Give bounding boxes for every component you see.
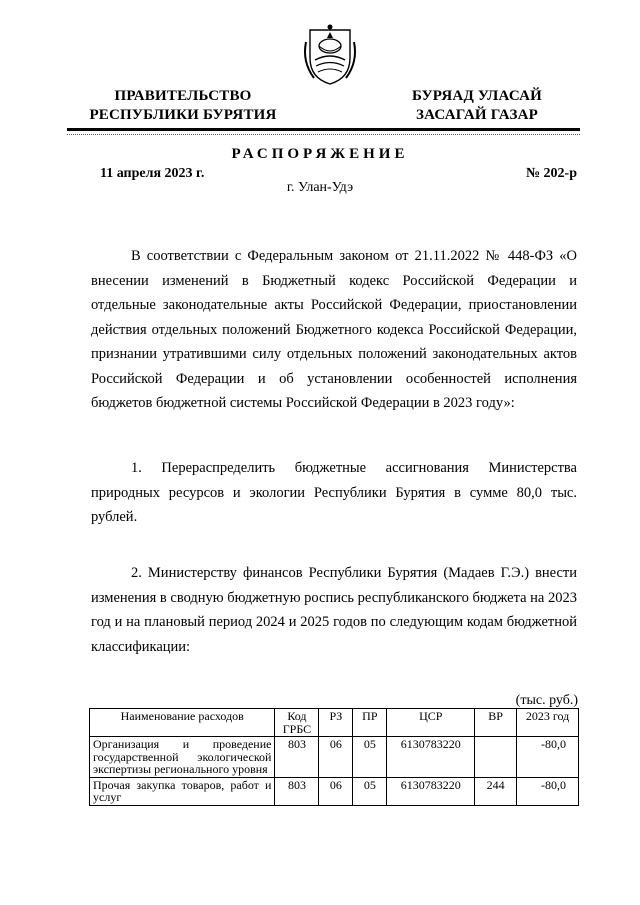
- cell-vr: 244: [475, 777, 517, 805]
- coat-of-arms-icon: [300, 22, 360, 86]
- header-rule: [67, 128, 580, 131]
- cell-name: Прочая закупка товаров, работ и услуг: [90, 777, 275, 805]
- header-dotted-rule: [67, 134, 580, 135]
- col-header-csr: ЦСР: [387, 709, 475, 737]
- document-title: РАСПОРЯЖЕНИЕ: [231, 146, 409, 162]
- col-header-pr: ПР: [353, 709, 387, 737]
- issuer-ru-line2: РЕСПУБЛИКИ БУРЯТИЯ: [89, 107, 277, 123]
- cell-pr: 05: [353, 777, 387, 805]
- issuer-bua-line2: ЗАСАГАЙ ГАЗАР: [416, 107, 538, 123]
- cell-name: Организация и проведение государственной экологической экспертизы регионального уровня: [90, 737, 275, 778]
- table-units: (тыс. руб.): [515, 693, 578, 708]
- issuer-russian: [78, 87, 288, 125]
- cell-amount: -80,0: [517, 777, 579, 805]
- col-header-grbs: Код ГРБС: [275, 709, 319, 737]
- cell-amount: -80,0: [517, 737, 579, 778]
- issuer-buryat: [382, 87, 572, 125]
- cell-grbs: 803: [275, 737, 319, 778]
- cell-vr: [475, 737, 517, 778]
- col-header-vr: ВР: [475, 709, 517, 737]
- cell-pr: 05: [353, 737, 387, 778]
- document-number: № 202-р: [525, 166, 577, 181]
- document-city: г. Улан-Удэ: [286, 180, 354, 195]
- cell-csr: 6130783220: [387, 777, 475, 805]
- col-header-rz: РЗ: [319, 709, 353, 737]
- cell-rz: 06: [319, 777, 353, 805]
- table-row: [90, 737, 579, 778]
- clause-2: 2. Министерству финансов Республики Бурятия (Мадаев Г.Э.) внести изменения в сводную бюджетную роспись республиканского бюджета на 2023 год и на плановый период 2024 и 2025 годов по следующим кодам бюджетной классификации:: [91, 565, 577, 655]
- col-header-name: Наименование расходов: [90, 709, 275, 737]
- table-header-row: [90, 709, 579, 737]
- table-row: [90, 777, 579, 805]
- issuer-bua-line1: БУРЯАД УЛАСАЙ: [411, 88, 543, 104]
- preamble-paragraph: В соответствии с Федеральным законом от 21.11.2022 № 448-ФЗ «О внесении изменений в Бюджетный кодекс Российской Федерации и отдельные законодательные акты Российской Федерации, приостановлении действия отдельных положений Бюджетного кодекса Российской Федерации, признании утратившими силу отдельных положений законодательных актов Российской Федерации и об установлении особенностей исполнения бюджетов бюджетной системы Российской Федерации в 2023 году»:: [91, 248, 577, 411]
- budget-table: [89, 708, 579, 806]
- document-date: 11 апреля 2023 г.: [100, 166, 205, 181]
- issuer-ru-line1: ПРАВИТЕЛЬСТВО: [114, 88, 252, 104]
- cell-csr: 6130783220: [387, 737, 475, 778]
- clause-1: 1. Перераспределить бюджетные ассигнования Министерства природных ресурсов и экологии Республики Бурятия в сумме 80,0 тыс. рублей.: [91, 460, 577, 525]
- cell-grbs: 803: [275, 777, 319, 805]
- col-header-year: 2023 год: [517, 709, 579, 737]
- cell-rz: 06: [319, 737, 353, 778]
